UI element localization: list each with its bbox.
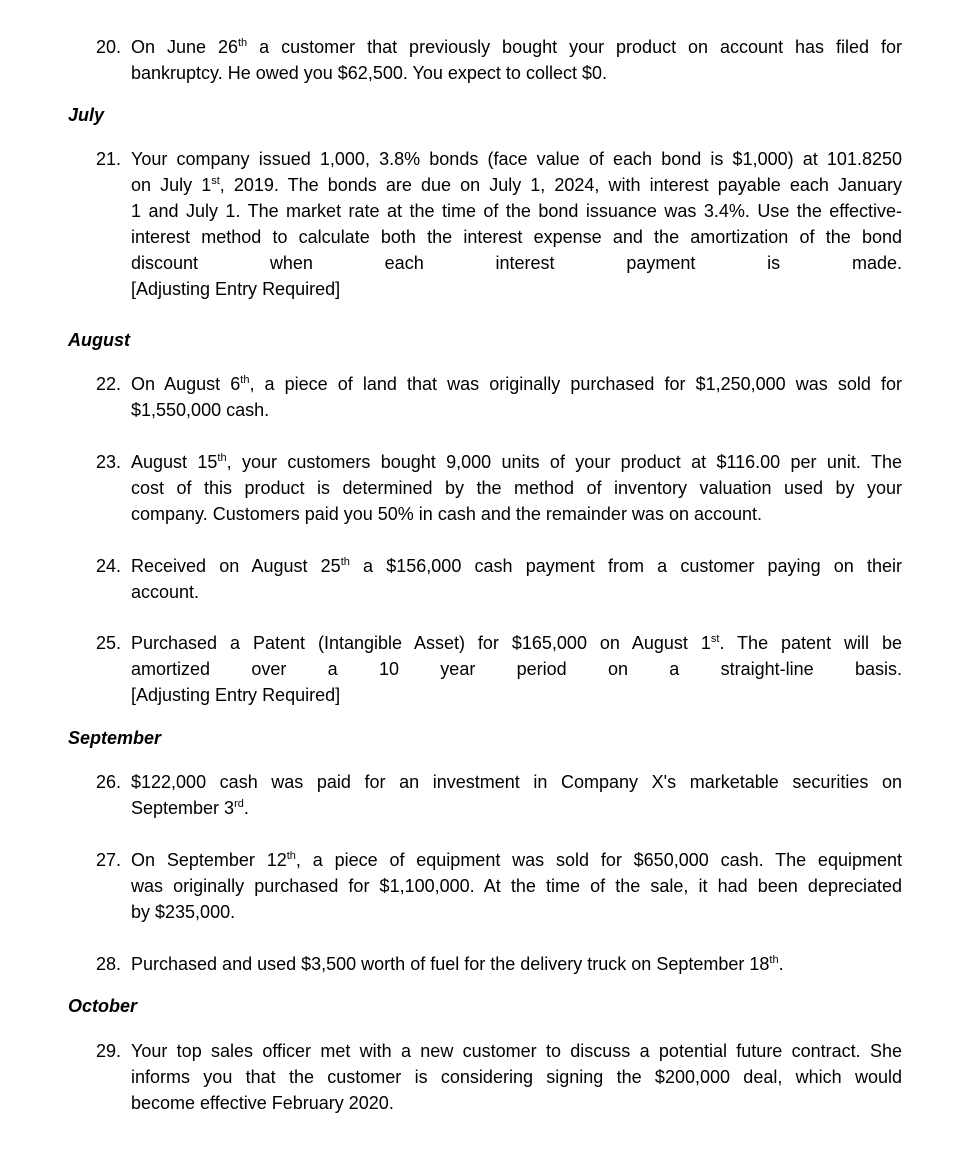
- list-item-26: [96, 769, 902, 821]
- item-number: 21.: [96, 149, 122, 169]
- text-line: [131, 198, 902, 224]
- text-run: Received on August 25: [131, 556, 341, 576]
- item-number: 28.: [96, 954, 122, 974]
- text-line: [131, 579, 902, 605]
- list-item-23: [96, 449, 902, 527]
- item-text: [131, 146, 902, 302]
- text-line: [131, 847, 902, 873]
- text-line: [131, 449, 902, 475]
- text-line: [131, 172, 902, 198]
- ordinal-suffix: st: [211, 175, 220, 187]
- text-line: [131, 682, 902, 708]
- item-number: 20.: [96, 37, 122, 57]
- text-line: [131, 397, 902, 423]
- text-run: August 15: [131, 452, 218, 472]
- list-item-28: [96, 951, 902, 977]
- ordinal-suffix: th: [217, 452, 227, 464]
- item-text: [131, 951, 902, 977]
- text-run: , a piece of land that was originally purchased for $1,250,000 was sold for: [249, 374, 902, 394]
- text-line: [131, 224, 902, 250]
- item-number: 25.: [96, 633, 122, 653]
- item-text: [131, 34, 902, 86]
- item-text: [131, 630, 902, 708]
- text-run: bankruptcy. He owed you $62,500. You expect to collect $0.: [131, 63, 607, 83]
- month-heading-october: October: [68, 996, 138, 1016]
- item-text: [131, 371, 902, 423]
- ordinal-suffix: th: [286, 850, 296, 862]
- list-item-24: [96, 553, 902, 605]
- text-run: informs you that the customer is considering signing the $200,000 deal, which would: [131, 1067, 902, 1087]
- list-item-22: [96, 371, 902, 423]
- text-run: 1 and July 1. The market rate at the time of the bond issuance was 3.4%. Use the effective-: [131, 201, 902, 221]
- text-run: $122,000 cash was paid for an investment in Company X's marketable securities on: [131, 772, 902, 792]
- text-line: [131, 34, 902, 60]
- ordinal-suffix: th: [240, 374, 250, 386]
- text-run: On September 12: [131, 850, 287, 870]
- text-run: , 2019. The bonds are due on July 1, 2024, with interest payable each January: [219, 175, 903, 195]
- item-number: 26.: [96, 772, 122, 792]
- text-run: on July 1: [131, 175, 212, 195]
- ordinal-suffix: rd: [234, 798, 244, 810]
- text-line: [131, 553, 902, 579]
- list-item-21: [96, 146, 902, 302]
- ordinal-suffix: st: [710, 633, 720, 645]
- text-line: [131, 873, 902, 899]
- text-run: become effective February 2020.: [131, 1093, 394, 1113]
- text-line: [131, 1064, 902, 1090]
- text-line: [131, 795, 902, 821]
- item-text: [131, 847, 902, 925]
- text-run: was originally purchased for $1,100,000. At the time of the sale, it had been depreciated: [131, 876, 902, 896]
- item-number: 22.: [96, 374, 122, 394]
- text-run: Your company issued 1,000, 3.8% bonds (face value of each bond is $1,000) at 101.8250: [131, 149, 902, 169]
- text-run: amortized over a 10 year period on a straight-line basis.: [131, 659, 902, 679]
- text-run: . The patent will be: [719, 633, 902, 653]
- text-line: [131, 1038, 902, 1064]
- item-text: [131, 769, 902, 821]
- text-line: [131, 769, 902, 795]
- text-line: [131, 656, 902, 682]
- text-line: [131, 146, 902, 172]
- text-run: a customer that previously bought your product on account has filed for: [247, 37, 902, 57]
- item-text: [131, 1038, 902, 1116]
- text-run: by $235,000.: [131, 902, 236, 922]
- text-run: , a piece of equipment was sold for $650,000 cash. The equipment: [295, 850, 902, 870]
- text-run: $1,550,000 cash.: [131, 400, 270, 420]
- text-run: interest method to calculate both the interest expense and the amortization of the bond: [131, 227, 902, 247]
- item-number: 24.: [96, 556, 122, 576]
- text-line: [131, 501, 902, 527]
- text-run: On June 26: [131, 37, 238, 57]
- text-run: .: [778, 954, 784, 974]
- item-text: [131, 553, 902, 605]
- text-line: [131, 899, 902, 925]
- ordinal-suffix: th: [769, 954, 779, 966]
- text-run: .: [243, 798, 249, 818]
- text-run: account.: [131, 582, 200, 602]
- text-line: [131, 276, 902, 302]
- month-heading-july: July: [68, 105, 105, 125]
- text-run: , your customers bought 9,000 units of your product at $116.00 per unit. The: [226, 452, 902, 472]
- text-run: [Adjusting Entry Required]: [131, 279, 341, 299]
- ordinal-suffix: th: [237, 37, 248, 49]
- text-run: Purchased a Patent (Intangible Asset) for $165,000 on August 1: [131, 633, 711, 653]
- text-line: [131, 1090, 902, 1116]
- text-line: [131, 371, 902, 397]
- list-item-29: [96, 1038, 902, 1116]
- text-run: company. Customers paid you 50% in cash and the remainder was on account.: [131, 504, 763, 524]
- text-run: Your top sales officer met with a new customer to discuss a potential future contract. She: [131, 1041, 902, 1061]
- month-heading-august: August: [68, 330, 130, 350]
- text-run: September 3: [131, 798, 235, 818]
- text-run: cost of this product is determined by the method of inventory valuation used by your: [131, 478, 902, 498]
- item-text: [131, 449, 902, 527]
- ordinal-suffix: th: [340, 556, 350, 568]
- text-run: [Adjusting Entry Required]: [131, 685, 341, 705]
- item-number: 23.: [96, 452, 122, 472]
- month-heading-september: September: [68, 728, 162, 748]
- text-line: [131, 60, 902, 86]
- list-item-25: [96, 630, 902, 708]
- item-number: 29.: [96, 1041, 122, 1061]
- text-line: [131, 475, 902, 501]
- text-run: discount when each interest payment is made.: [131, 253, 902, 273]
- item-number: 27.: [96, 850, 122, 870]
- text-line: [131, 250, 902, 276]
- text-run: a $156,000 cash payment from a customer paying on their: [349, 556, 902, 576]
- text-run: Purchased and used $3,500 worth of fuel for the delivery truck on September 18: [131, 954, 770, 974]
- text-line: [131, 630, 902, 656]
- list-item-27: [96, 847, 902, 925]
- list-item-20: [96, 34, 902, 86]
- text-run: On August 6: [131, 374, 241, 394]
- text-line: [131, 951, 902, 977]
